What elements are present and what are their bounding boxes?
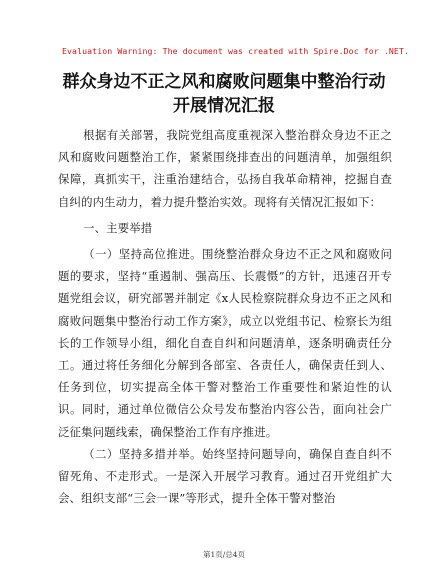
intro-paragraph: 根据有关部署，我院党组高度重视深入整治群众身边不正之风和腐败问题整治工作，紧紧围绕排查出的问题清单，加强组织保障，真抓实干，注重治建结合，弘扬自我革命精神，挖掘自查自纠的内生动力，着力提升整治实效。现将有关情况汇报如下： xyxy=(58,128,392,209)
body-paragraph: （一）坚持高位推进。围绕整治群众身边不正之风和腐败问题的要求，坚持“重遏制、强高压、长震慑”的方针，迅速召开专题党组会议，研究部署并制定《x人民检察院群众身边不正之风和腐败问题集中整治行动工作方案》，成立以党组书记、检察长为组长的工作领导小组，细化自查自纠和问题清单，逐条明确责任分工。通过将任务细化分解到各部室、各责任人，确保责任到人、任务到位，切实提高全体干警对整治工作重要性和紧迫性的认识。同时，通过单位微信公众号发布整治内容公告，面向社会广泛征集问题线索，确保整治工作有序推进。 xyxy=(58,247,392,439)
page-footer: 第1页/总4页 xyxy=(202,550,246,559)
document-body xyxy=(58,124,392,509)
evaluation-watermark: Evaluation Warning: The document was created with Spire.Doc for .NET. xyxy=(62,46,410,56)
document-title: 群众身边不正之风和腐败问题集中整治行动开展情况汇报 xyxy=(62,72,386,116)
section-heading: 一、主要举措 xyxy=(83,220,153,235)
body-paragraph: （二）坚持多措并举。始终坚持问题导向，确保自查自纠不留死角、不走形式。一是深入开展学习教育。通过召开党组扩大会、组织支部“三会一课”等形式，提升全体干警对整治 xyxy=(58,446,392,506)
